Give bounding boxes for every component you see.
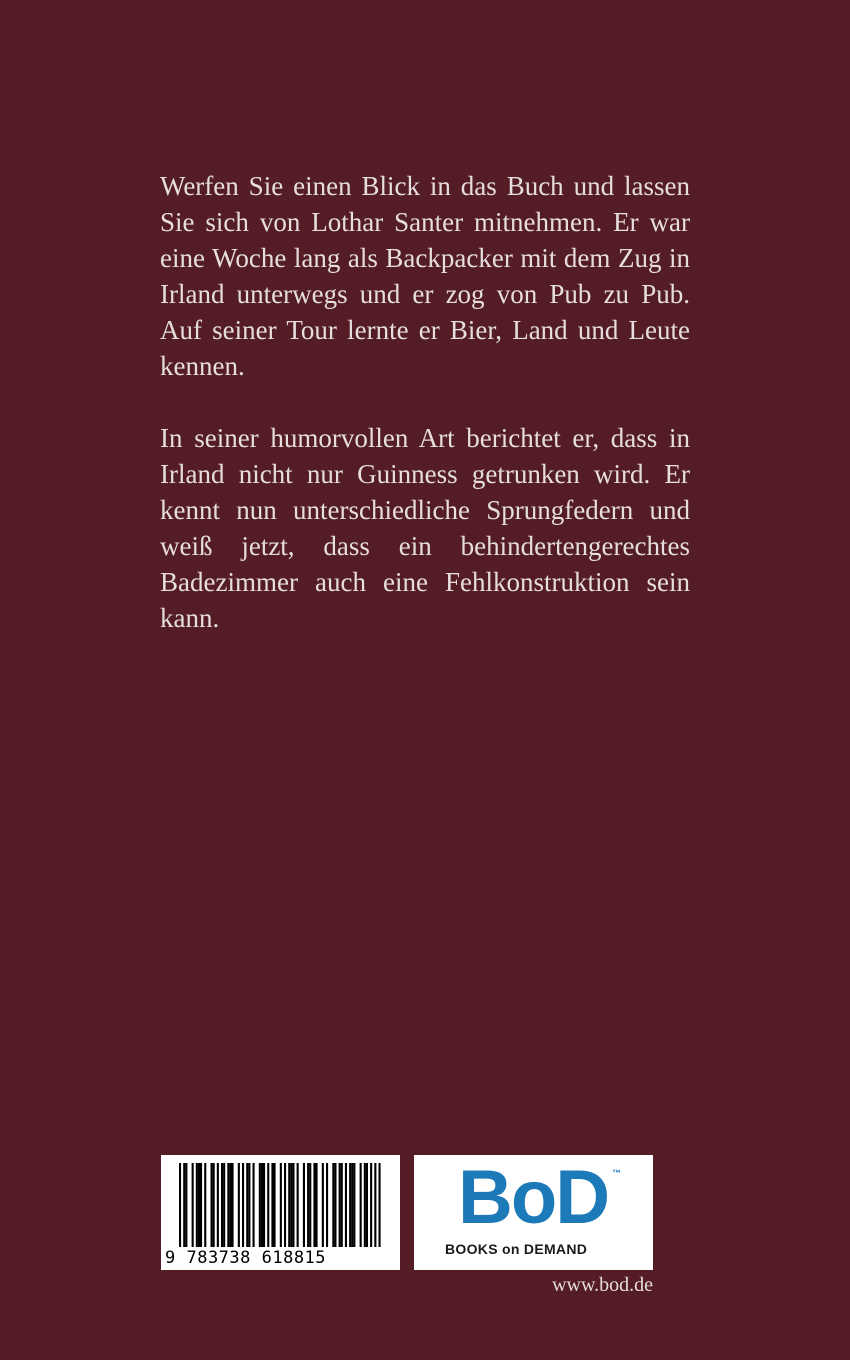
barcode-bar	[204, 1163, 206, 1247]
barcode-bar	[248, 1163, 250, 1247]
barcode-bar	[349, 1163, 351, 1247]
barcode-bar	[290, 1163, 292, 1247]
barcode-bar	[364, 1163, 366, 1247]
barcode-bar	[261, 1163, 263, 1247]
barcode-bar	[379, 1163, 381, 1247]
publisher-url: www.bod.de	[552, 1274, 653, 1296]
barcode-bar	[259, 1163, 261, 1247]
barcode-bar	[246, 1163, 248, 1247]
barcode-bar	[183, 1163, 185, 1247]
barcode-bar	[332, 1163, 334, 1247]
barcode-bar	[196, 1163, 198, 1247]
barcode-bar	[322, 1163, 324, 1247]
barcode-bar	[284, 1163, 286, 1247]
barcode-bar	[360, 1163, 362, 1247]
barcode-bar	[303, 1163, 305, 1247]
barcode-bar	[309, 1163, 311, 1247]
publisher-tagline: BOOKS on DEMAND	[445, 1241, 588, 1257]
blurb-paragraph-1: Werfen Sie einen Blick in das Buch und lassen Sie sich von Lothar Santer mitnehmen. Er war eine Woche lang als Backpacker mit dem Zug in Irland unterwegs und er zog von Pub zu Pub. Auf seiner Tour lernte er Bier, Land und Leute kennen.	[160, 171, 690, 381]
barcode-bar	[185, 1163, 187, 1247]
isbn-number: 9 783738 618815	[165, 1248, 327, 1268]
back-cover-blurb	[160, 168, 690, 636]
barcode-bar	[313, 1163, 315, 1247]
barcode-bar	[341, 1163, 343, 1247]
barcode-bar	[232, 1163, 234, 1247]
isbn-barcode	[161, 1155, 400, 1270]
barcode-bar	[351, 1163, 353, 1247]
barcode-bar	[271, 1163, 273, 1247]
barcode-bar	[198, 1163, 200, 1247]
barcode-bar	[334, 1163, 336, 1247]
barcode-bar	[213, 1163, 215, 1247]
barcode-bar	[179, 1163, 181, 1247]
barcode-bar	[280, 1163, 282, 1247]
barcode-bar	[288, 1163, 290, 1247]
barcode-bar	[263, 1163, 265, 1247]
barcode-bar	[326, 1163, 328, 1247]
barcode-bar	[223, 1163, 225, 1247]
barcode-bar	[211, 1163, 213, 1247]
barcode-bar	[366, 1163, 368, 1247]
barcode-bars	[179, 1163, 382, 1247]
blurb-paragraph-2: In seiner humorvollen Art berichtet er, dass in Irland nicht nur Guinness getrunken wird. Er kennt nun unterschiedliche Sprungfedern und weiß jetzt, dass ein behindertengerechtes Badezimmer auch eine Fehlkonstruktion sein kann.	[160, 423, 690, 633]
barcode-bar	[217, 1163, 219, 1247]
barcode-bar	[200, 1163, 202, 1247]
barcode-bar	[374, 1163, 376, 1247]
barcode-bar	[307, 1163, 309, 1247]
barcode-bar	[242, 1163, 244, 1247]
bod-logo: BoD	[458, 1155, 609, 1240]
barcode-bar	[238, 1163, 240, 1247]
barcode-bar	[227, 1163, 229, 1247]
trademark-symbol: ™	[612, 1168, 621, 1178]
barcode-bar	[370, 1163, 372, 1247]
barcode-bar	[345, 1163, 347, 1247]
barcode-bar	[297, 1163, 299, 1247]
barcode-bar	[274, 1163, 276, 1247]
barcode-bar	[253, 1163, 255, 1247]
barcode-bar	[192, 1163, 194, 1247]
publisher-logo-box	[414, 1155, 653, 1270]
barcode-bar	[353, 1163, 355, 1247]
barcode-bar	[221, 1163, 223, 1247]
barcode-bar	[316, 1163, 318, 1247]
barcode-bar	[339, 1163, 341, 1247]
barcode-bar	[267, 1163, 269, 1247]
barcode-bar	[229, 1163, 231, 1247]
barcode-bar	[292, 1163, 294, 1247]
